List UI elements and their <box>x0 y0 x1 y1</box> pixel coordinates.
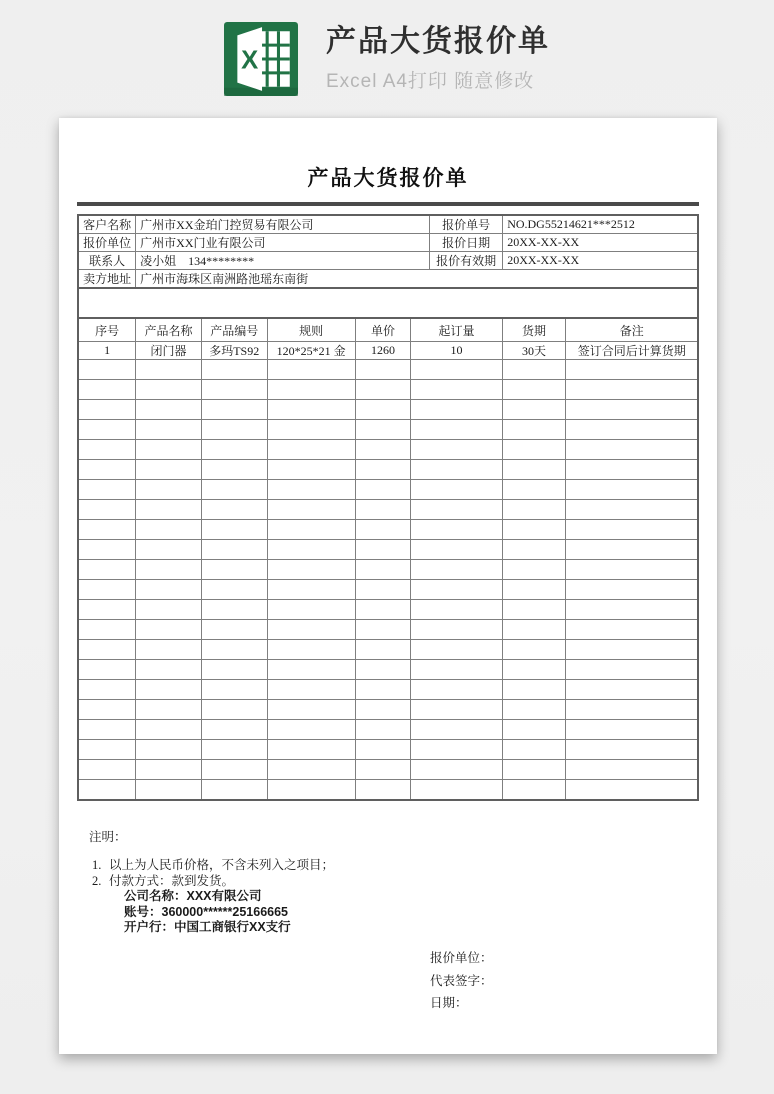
info-label: 客户名称 <box>78 215 136 234</box>
promo-banner <box>0 0 774 118</box>
empty-cell <box>566 420 698 440</box>
column-header: 起订量 <box>411 318 502 342</box>
empty-row <box>78 760 698 780</box>
notes-list <box>92 858 699 936</box>
empty-cell <box>355 760 411 780</box>
empty-row <box>78 740 698 760</box>
empty-cell <box>411 600 502 620</box>
empty-cell <box>78 580 136 600</box>
empty-cell <box>502 740 566 760</box>
empty-cell <box>411 380 502 400</box>
empty-row <box>78 500 698 520</box>
empty-cell <box>201 700 267 720</box>
data-cell: 闭门器 <box>136 342 202 360</box>
empty-cell <box>78 360 136 380</box>
document-page <box>59 118 717 1054</box>
excel-icon <box>224 22 298 96</box>
empty-cell <box>78 380 136 400</box>
bank-line: 开户行：中国工商银行XX支行 <box>124 920 291 934</box>
empty-cell <box>201 400 267 420</box>
empty-cell <box>566 380 698 400</box>
empty-row <box>78 520 698 540</box>
empty-cell <box>502 660 566 680</box>
excel-icon-letter: X <box>241 46 259 75</box>
empty-cell <box>355 700 411 720</box>
empty-cell <box>411 540 502 560</box>
info-row <box>78 270 698 289</box>
empty-cell <box>201 580 267 600</box>
empty-cell <box>201 720 267 740</box>
empty-cell <box>267 660 355 680</box>
note-number: 1. <box>92 858 102 872</box>
empty-cell <box>136 600 202 620</box>
empty-cell <box>136 420 202 440</box>
empty-cell <box>136 460 202 480</box>
empty-cell <box>136 760 202 780</box>
empty-row <box>78 700 698 720</box>
empty-cell <box>136 640 202 660</box>
empty-cell <box>355 640 411 660</box>
empty-cell <box>201 360 267 380</box>
empty-cell <box>502 640 566 660</box>
empty-cell <box>502 600 566 620</box>
info-value: 广州市XX门业有限公司 <box>136 234 430 252</box>
empty-cell <box>566 680 698 700</box>
note-text: 付款方式：款到发货。 <box>109 873 235 888</box>
empty-row <box>78 620 698 640</box>
info-table <box>77 214 699 289</box>
empty-cell <box>566 660 698 680</box>
info-table-body <box>78 215 698 288</box>
info-row <box>78 252 698 270</box>
empty-cell <box>136 680 202 700</box>
empty-cell <box>411 780 502 801</box>
empty-cell <box>267 440 355 460</box>
empty-cell <box>502 680 566 700</box>
empty-cell <box>136 480 202 500</box>
column-header: 产品名称 <box>136 318 202 342</box>
empty-cell <box>78 440 136 460</box>
empty-cell <box>355 600 411 620</box>
info-label: 报价有效期 <box>430 252 503 270</box>
banner-text <box>326 25 550 93</box>
empty-cell <box>355 540 411 560</box>
empty-cell <box>78 480 136 500</box>
empty-cell <box>566 480 698 500</box>
info-row <box>78 234 698 252</box>
empty-cell <box>201 600 267 620</box>
empty-cell <box>411 360 502 380</box>
notes-section <box>77 827 699 936</box>
quotation-table-body <box>78 342 698 801</box>
empty-row <box>78 720 698 740</box>
empty-cell <box>502 440 566 460</box>
empty-cell <box>355 780 411 801</box>
empty-cell <box>411 740 502 760</box>
empty-cell <box>502 420 566 440</box>
empty-cell <box>566 740 698 760</box>
info-value: 20XX-XX-XX <box>503 252 698 270</box>
empty-cell <box>267 600 355 620</box>
info-label: 报价单位 <box>78 234 136 252</box>
data-row <box>78 342 698 360</box>
empty-cell <box>355 520 411 540</box>
empty-row <box>78 480 698 500</box>
empty-cell <box>267 500 355 520</box>
empty-cell <box>201 760 267 780</box>
empty-cell <box>136 440 202 460</box>
empty-cell <box>566 400 698 420</box>
data-cell: 10 <box>411 342 502 360</box>
empty-cell <box>411 440 502 460</box>
empty-cell <box>502 400 566 420</box>
empty-cell <box>566 500 698 520</box>
data-cell: 多玛TS92 <box>201 342 267 360</box>
empty-cell <box>566 580 698 600</box>
empty-cell <box>355 740 411 760</box>
note-item <box>92 874 699 890</box>
page-content <box>77 118 699 936</box>
empty-cell <box>136 740 202 760</box>
empty-cell <box>355 560 411 580</box>
empty-cell <box>566 700 698 720</box>
empty-cell <box>78 760 136 780</box>
empty-cell <box>411 620 502 640</box>
empty-cell <box>566 360 698 380</box>
empty-cell <box>355 580 411 600</box>
info-label: 报价日期 <box>430 234 503 252</box>
empty-cell <box>201 560 267 580</box>
empty-cell <box>78 500 136 520</box>
empty-cell <box>502 760 566 780</box>
empty-cell <box>78 520 136 540</box>
title-divider <box>77 202 699 206</box>
empty-cell <box>502 480 566 500</box>
empty-cell <box>136 400 202 420</box>
empty-cell <box>201 460 267 480</box>
info-value: 20XX-XX-XX <box>503 234 698 252</box>
notes-heading: 注明： <box>89 830 127 844</box>
empty-cell <box>411 720 502 740</box>
empty-cell <box>411 580 502 600</box>
empty-cell <box>566 780 698 801</box>
empty-cell <box>201 660 267 680</box>
signature-line: 代表签字： <box>430 973 493 988</box>
empty-cell <box>411 420 502 440</box>
quotation-table <box>77 317 699 801</box>
empty-cell <box>267 620 355 640</box>
empty-cell <box>411 700 502 720</box>
bank-line: 账号：360000******25166665 <box>124 904 289 919</box>
empty-cell <box>267 560 355 580</box>
empty-row <box>78 440 698 460</box>
empty-cell <box>502 720 566 740</box>
empty-row <box>78 380 698 400</box>
empty-cell <box>201 780 267 801</box>
data-cell: 30天 <box>502 342 566 360</box>
empty-cell <box>78 540 136 560</box>
empty-cell <box>78 740 136 760</box>
empty-cell <box>411 680 502 700</box>
empty-cell <box>78 400 136 420</box>
info-label: 联系人 <box>78 252 136 270</box>
signature-block <box>430 947 493 1015</box>
empty-row <box>78 680 698 700</box>
note-text: 以上为人民币价格，不含未列入之项目； <box>109 858 335 872</box>
empty-cell <box>411 660 502 680</box>
empty-cell <box>411 460 502 480</box>
empty-cell <box>502 380 566 400</box>
empty-cell <box>355 660 411 680</box>
empty-cell <box>411 760 502 780</box>
info-label: 卖方地址 <box>78 270 136 289</box>
empty-cell <box>201 740 267 760</box>
column-header: 单价 <box>355 318 411 342</box>
empty-cell <box>355 500 411 520</box>
empty-cell <box>502 520 566 540</box>
empty-cell <box>136 560 202 580</box>
empty-row <box>78 600 698 620</box>
empty-cell <box>136 620 202 640</box>
empty-cell <box>502 780 566 801</box>
empty-row <box>78 560 698 580</box>
empty-cell <box>267 420 355 440</box>
empty-cell <box>136 780 202 801</box>
empty-cell <box>502 540 566 560</box>
note-item <box>92 858 699 874</box>
empty-cell <box>411 520 502 540</box>
empty-cell <box>267 740 355 760</box>
empty-row <box>78 400 698 420</box>
info-row <box>78 215 698 234</box>
empty-cell <box>355 460 411 480</box>
empty-cell <box>566 460 698 480</box>
empty-cell <box>78 640 136 660</box>
empty-cell <box>566 640 698 660</box>
empty-cell <box>78 460 136 480</box>
empty-row <box>78 580 698 600</box>
empty-cell <box>267 540 355 560</box>
column-header: 规则 <box>267 318 355 342</box>
column-header: 备注 <box>566 318 698 342</box>
banner-title: 产品大货报价单 <box>326 25 550 58</box>
empty-cell <box>136 700 202 720</box>
signature-line: 日期： <box>430 996 468 1010</box>
empty-cell <box>566 720 698 740</box>
data-cell: 签订合同后计算货期 <box>566 342 698 360</box>
empty-row <box>78 780 698 801</box>
empty-cell <box>411 560 502 580</box>
banner-subtitle: Excel A4打印 随意修改 <box>326 71 535 92</box>
empty-cell <box>355 620 411 640</box>
empty-cell <box>566 760 698 780</box>
empty-cell <box>355 440 411 460</box>
empty-row <box>78 460 698 480</box>
empty-cell <box>411 480 502 500</box>
empty-cell <box>201 540 267 560</box>
data-cell: 120*25*21 金 <box>267 342 355 360</box>
empty-cell <box>201 680 267 700</box>
empty-cell <box>267 520 355 540</box>
data-cell: 1260 <box>355 342 411 360</box>
column-header: 产品编号 <box>201 318 267 342</box>
info-value: 广州市海珠区南洲路池瑶东南街 <box>136 270 698 289</box>
info-value: 广州市XX金珀门控贸易有限公司 <box>136 215 430 234</box>
empty-cell <box>267 700 355 720</box>
empty-cell <box>267 400 355 420</box>
empty-cell <box>411 640 502 660</box>
empty-cell <box>502 500 566 520</box>
empty-cell <box>355 400 411 420</box>
empty-row <box>78 640 698 660</box>
empty-cell <box>502 580 566 600</box>
empty-cell <box>502 360 566 380</box>
empty-cell <box>355 420 411 440</box>
empty-cell <box>201 620 267 640</box>
column-header: 货期 <box>502 318 566 342</box>
header-row <box>78 318 698 342</box>
empty-cell <box>566 540 698 560</box>
empty-cell <box>502 620 566 640</box>
empty-cell <box>201 500 267 520</box>
empty-row <box>78 360 698 380</box>
empty-cell <box>566 600 698 620</box>
empty-cell <box>502 460 566 480</box>
document-title: 产品大货报价单 <box>307 166 469 190</box>
info-value: 凌小姐 134******** <box>136 252 430 270</box>
empty-cell <box>136 520 202 540</box>
empty-row <box>78 660 698 680</box>
empty-cell <box>267 640 355 660</box>
quotation-table-head <box>78 318 698 342</box>
empty-cell <box>355 680 411 700</box>
bank-line: 公司名称：XXX有限公司 <box>124 889 262 903</box>
empty-cell <box>267 480 355 500</box>
empty-cell <box>136 380 202 400</box>
empty-cell <box>267 680 355 700</box>
empty-cell <box>136 360 202 380</box>
empty-cell <box>355 380 411 400</box>
empty-cell <box>78 720 136 740</box>
empty-cell <box>136 540 202 560</box>
empty-cell <box>566 560 698 580</box>
empty-cell <box>136 720 202 740</box>
empty-cell <box>201 640 267 660</box>
empty-cell <box>78 660 136 680</box>
empty-cell <box>78 560 136 580</box>
empty-cell <box>267 360 355 380</box>
empty-cell <box>267 460 355 480</box>
empty-cell <box>267 380 355 400</box>
empty-cell <box>78 600 136 620</box>
signature-line: 报价单位： <box>430 951 493 965</box>
empty-cell <box>78 420 136 440</box>
empty-cell <box>411 400 502 420</box>
empty-cell <box>201 440 267 460</box>
empty-cell <box>267 580 355 600</box>
empty-cell <box>78 620 136 640</box>
empty-cell <box>201 520 267 540</box>
empty-cell <box>566 620 698 640</box>
empty-cell <box>136 660 202 680</box>
empty-cell <box>201 480 267 500</box>
empty-cell <box>78 680 136 700</box>
empty-cell <box>355 360 411 380</box>
empty-cell <box>201 420 267 440</box>
empty-cell <box>355 720 411 740</box>
table-spacer-row <box>77 289 699 317</box>
data-cell: 1 <box>78 342 136 360</box>
info-value: NO.DG55214621***2512 <box>503 215 698 234</box>
empty-cell <box>355 480 411 500</box>
empty-cell <box>267 720 355 740</box>
info-label: 报价单号 <box>430 215 503 234</box>
empty-cell <box>78 700 136 720</box>
empty-cell <box>136 580 202 600</box>
empty-row <box>78 540 698 560</box>
empty-cell <box>411 500 502 520</box>
empty-cell <box>502 700 566 720</box>
empty-cell <box>267 760 355 780</box>
empty-cell <box>502 560 566 580</box>
empty-cell <box>136 500 202 520</box>
empty-cell <box>566 440 698 460</box>
empty-row <box>78 420 698 440</box>
column-header: 序号 <box>78 318 136 342</box>
empty-cell <box>267 780 355 801</box>
empty-cell <box>201 380 267 400</box>
empty-cell <box>566 520 698 540</box>
empty-cell <box>78 780 136 801</box>
note-number: 2. <box>92 873 102 888</box>
